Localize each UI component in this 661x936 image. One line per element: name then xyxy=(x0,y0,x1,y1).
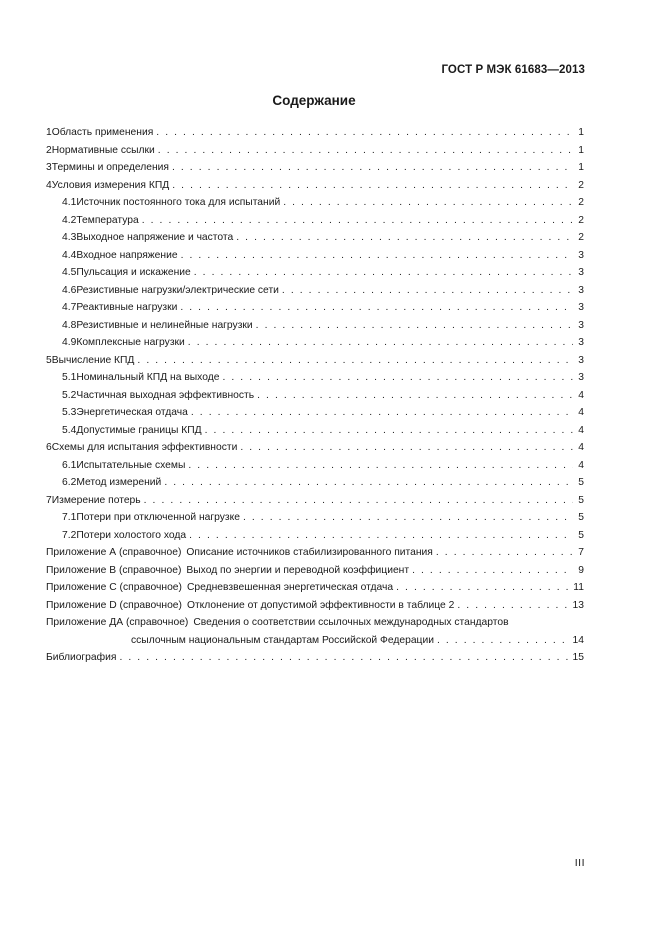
toc-entry-title: Резистивные и нелинейные нагрузки xyxy=(76,319,253,331)
toc-entry-number: 4.1 xyxy=(62,197,77,208)
toc-entry-page: 4 xyxy=(578,459,584,471)
toc-entry-number: 5.3 xyxy=(62,407,77,418)
annex-title: Выход по энергии и переводной коэффициент xyxy=(186,564,410,576)
toc-entry-number: 7 xyxy=(46,494,52,506)
toc-entry-page: 3 xyxy=(578,337,584,348)
toc-entry-number: 7.1 xyxy=(62,512,77,523)
toc-entry-number: 7.2 xyxy=(62,529,77,541)
dot-leader xyxy=(436,544,573,562)
dot-leader xyxy=(144,492,573,510)
toc-entry-page: 1 xyxy=(578,127,584,138)
toc-entry[interactable] xyxy=(46,159,584,177)
toc-entry[interactable] xyxy=(46,264,584,282)
annex-label: Приложение С (справочное) xyxy=(46,582,182,593)
dot-leader xyxy=(188,334,573,352)
toc-entry-page: 3 xyxy=(578,372,584,383)
toc-entry-title: Схемы для испытания эффективности xyxy=(51,442,238,453)
document-code: ГОСТ Р МЭК 61683—2013 xyxy=(441,64,585,76)
toc-entry-number: 4.4 xyxy=(62,249,77,261)
toc-entry[interactable] xyxy=(46,404,584,422)
dot-leader xyxy=(457,597,569,615)
dot-leader xyxy=(240,439,573,457)
dot-leader xyxy=(180,299,573,317)
dot-leader xyxy=(437,632,570,650)
toc-bibliography-entry[interactable] xyxy=(46,649,584,667)
annex-label: Приложение В (справочное) xyxy=(46,564,182,576)
toc-entry-title: Вычисление КПД xyxy=(51,354,135,366)
toc-entry-page: 4 xyxy=(578,442,584,453)
toc-entry-page: 3 xyxy=(578,249,584,261)
toc-entry[interactable] xyxy=(46,387,584,405)
toc-entry-number: 4.9 xyxy=(62,337,77,348)
annex-label: Приложение А (справочное) xyxy=(46,547,182,558)
dot-leader xyxy=(137,352,573,370)
annex-page: 11 xyxy=(573,582,584,593)
toc-entry[interactable] xyxy=(46,212,584,230)
toc-entry-page: 4 xyxy=(578,407,584,418)
annex-page: 13 xyxy=(572,599,584,611)
toc-entry[interactable] xyxy=(46,439,584,457)
bibliography-page: 15 xyxy=(572,652,584,663)
toc-entry-title: Метод измерений xyxy=(76,477,162,488)
toc-entry-page: 1 xyxy=(578,162,584,173)
dot-leader xyxy=(172,159,573,177)
toc-entry-title: Энергетическая отдача xyxy=(76,407,188,418)
toc-entry[interactable] xyxy=(46,177,584,195)
toc-entry-title: Выходное напряжение и частота xyxy=(76,232,234,243)
toc-entry-number: 6 xyxy=(46,442,52,453)
toc-entry-page: 3 xyxy=(578,354,584,366)
toc-entry[interactable] xyxy=(46,474,584,492)
toc-entry-title: Комплексные нагрузки xyxy=(76,337,185,348)
dot-leader xyxy=(194,264,573,282)
dot-leader xyxy=(282,282,573,300)
annex-title: Средневзвешенная энергетическая отдача xyxy=(186,582,394,593)
toc-entry-page: 4 xyxy=(578,389,584,401)
annex-page: 7 xyxy=(578,547,584,558)
toc-entry-page: 5 xyxy=(578,477,584,488)
toc-entry[interactable] xyxy=(46,334,584,352)
dot-leader xyxy=(257,387,573,405)
page-folio: III xyxy=(574,857,585,869)
toc-title: Содержание xyxy=(272,93,356,108)
toc-entry-number: 1 xyxy=(46,127,52,138)
toc-entry-title: Испытательные схемы xyxy=(76,459,186,471)
toc-entry-title: Термины и определения xyxy=(51,162,169,173)
toc-entry[interactable] xyxy=(46,194,584,212)
toc-entry-number: 5 xyxy=(46,354,52,366)
dot-leader xyxy=(172,177,573,195)
toc-entry-title: Нормативные ссылки xyxy=(51,144,155,156)
toc-entry-title: Номинальный КПД на выходе xyxy=(76,372,220,383)
toc-entry-title: Допустимые границы КПД xyxy=(76,424,202,436)
toc-entry-number: 5.4 xyxy=(62,424,77,436)
dot-leader xyxy=(156,124,573,142)
toc-entry[interactable] xyxy=(46,282,584,300)
toc-entry-title: Пульсация и искажение xyxy=(76,267,191,278)
toc-entry-title: Резистивные нагрузки/электрические сети xyxy=(76,284,279,296)
toc-entry-title: Частичная выходная эффективность xyxy=(76,389,255,401)
toc-entry[interactable] xyxy=(46,317,584,335)
toc-entry-title: Реактивные нагрузки xyxy=(76,302,178,313)
annex-label: Приложение ДА (справочное) xyxy=(46,617,189,628)
dot-leader xyxy=(158,142,573,160)
toc-entry-number: 4.7 xyxy=(62,302,77,313)
dot-leader xyxy=(189,527,573,545)
toc-entry[interactable] xyxy=(46,527,584,545)
toc-entry[interactable] xyxy=(46,457,584,475)
toc-annex-entry[interactable] xyxy=(46,562,584,580)
toc-entry-page: 5 xyxy=(578,494,584,506)
annex-title-line2: ссылочным национальным стандартам Российской Федерации xyxy=(131,634,434,646)
toc-entry-number: 4.5 xyxy=(62,267,77,278)
toc-annex-entry[interactable] xyxy=(46,579,584,597)
toc-annex-entry[interactable] xyxy=(46,544,584,562)
toc-entry[interactable] xyxy=(46,509,584,527)
toc-entry-page: 2 xyxy=(578,179,584,191)
toc-entry[interactable] xyxy=(46,247,584,265)
toc-entry-page: 3 xyxy=(578,302,584,313)
toc-entry[interactable] xyxy=(46,229,584,247)
toc-entry-page: 2 xyxy=(578,197,584,208)
toc-entry-title: Измерение потерь xyxy=(51,494,141,506)
toc-entry-page: 2 xyxy=(578,232,584,243)
toc-entry-title: Входное напряжение xyxy=(76,249,178,261)
dot-leader xyxy=(181,247,573,265)
dot-leader xyxy=(164,474,573,492)
toc-entry-page: 4 xyxy=(578,424,584,436)
toc-entry-page: 3 xyxy=(578,319,584,331)
toc-entry-title: Область применения xyxy=(51,127,154,138)
toc-entry-number: 4.6 xyxy=(62,284,77,296)
toc-entry-number: 5.1 xyxy=(62,372,77,383)
toc-entry-page: 1 xyxy=(578,144,584,156)
toc-entry-number: 4.3 xyxy=(62,232,77,243)
toc-entry-title: Потери холостого хода xyxy=(76,529,187,541)
dot-leader xyxy=(119,649,569,667)
toc-entry[interactable] xyxy=(46,299,584,317)
dot-leader xyxy=(256,317,573,335)
toc-entry[interactable] xyxy=(46,369,584,387)
dot-leader xyxy=(142,212,573,230)
toc-entry[interactable] xyxy=(46,492,584,510)
toc-entry[interactable] xyxy=(46,422,584,440)
toc-entry-number: 6.1 xyxy=(62,459,77,471)
dot-leader xyxy=(191,404,573,422)
dot-leader xyxy=(188,457,573,475)
toc-entry-page: 2 xyxy=(578,214,584,226)
dot-leader xyxy=(205,422,573,440)
toc-entry-number: 6.2 xyxy=(62,477,77,488)
dot-leader xyxy=(222,369,573,387)
annex-title-line1: Сведения о соответствии ссылочных международных стандартов xyxy=(193,617,509,628)
dot-leader xyxy=(396,579,570,597)
annex-page: 9 xyxy=(578,564,584,576)
dot-leader xyxy=(283,194,573,212)
annex-page: 14 xyxy=(572,634,584,646)
toc-entry-number: 3 xyxy=(46,162,52,173)
toc-annex-entry[interactable] xyxy=(46,597,584,615)
toc-entry-number: 4.8 xyxy=(62,319,77,331)
toc-entry-page: 5 xyxy=(578,512,584,523)
bibliography-title: Библиография xyxy=(46,652,117,663)
toc-entry-title: Температура xyxy=(76,214,139,226)
toc-entry[interactable] xyxy=(46,124,584,142)
toc-entry-number: 4 xyxy=(46,179,52,191)
toc-entry-page: 3 xyxy=(578,267,584,278)
table-of-contents xyxy=(46,124,584,667)
annex-title: Описание источников стабилизированного питания xyxy=(186,547,433,558)
toc-entry-number: 2 xyxy=(46,144,52,156)
toc-annex-da-continuation[interactable] xyxy=(46,632,584,650)
annex-title: Отклонение от допустимой эффективности в таблице 2 xyxy=(186,599,455,611)
toc-entry-title: Источник постоянного тока для испытаний xyxy=(76,197,281,208)
toc-entry[interactable] xyxy=(46,142,584,160)
annex-label: Приложение D (справочное) xyxy=(46,599,182,611)
toc-entry-page: 5 xyxy=(578,529,584,541)
dot-leader xyxy=(412,562,573,580)
toc-entry-number: 5.2 xyxy=(62,389,77,401)
toc-entry-title: Условия измерения КПД xyxy=(51,179,170,191)
toc-annex-da-entry[interactable] xyxy=(46,614,584,632)
toc-entry-number: 4.2 xyxy=(62,214,77,226)
dot-leader xyxy=(243,509,573,527)
toc-entry-title: Потери при отключенной нагрузке xyxy=(76,512,240,523)
toc-entry-page: 3 xyxy=(578,284,584,296)
toc-entry[interactable] xyxy=(46,352,584,370)
dot-leader xyxy=(236,229,573,247)
